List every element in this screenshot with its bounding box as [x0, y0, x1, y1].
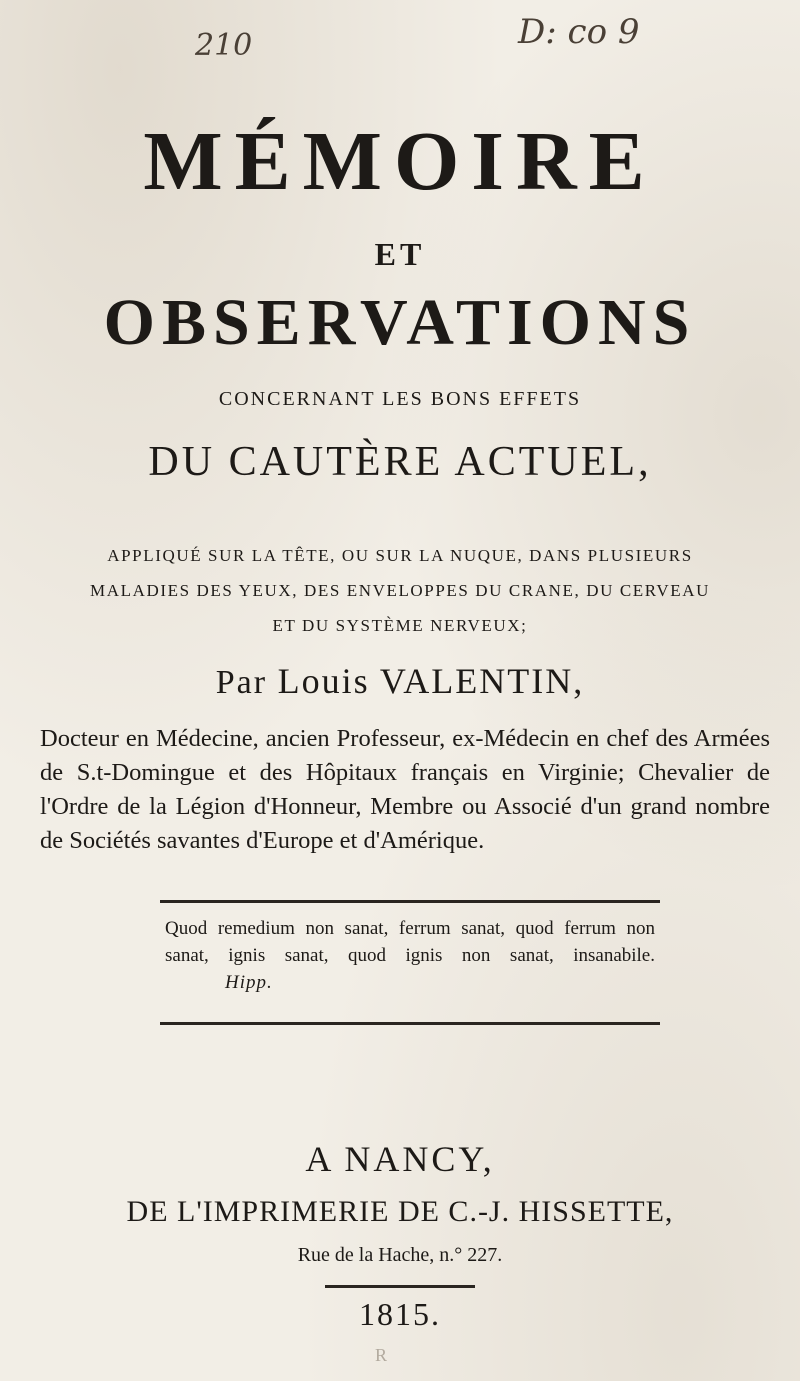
imprint-address: Rue de la Hache, n.° 227. — [297, 1244, 503, 1266]
imprint-year: 1815. — [359, 1296, 441, 1332]
library-stamp: R — [375, 1345, 388, 1365]
divider-short — [325, 1285, 475, 1288]
title-observations: OBSERVATIONS — [103, 286, 697, 359]
epigraph-text: Quod remedium non sanat, ferrum sanat, quod ferrum non sanat, ignis sanat, quod ignis non sanat, insanabile. — [165, 918, 655, 966]
author-line — [0, 660, 800, 702]
author-prefix: Par — [215, 664, 268, 701]
title-memoire: MÉMOIRE — [143, 115, 657, 208]
imprint-place: A NANCY, — [305, 1139, 495, 1179]
divider-bottom — [160, 1022, 660, 1025]
author-name: Louis VALENTIN, — [277, 661, 585, 701]
title-et: ET — [374, 236, 426, 272]
subtitle-cautere: DU CAUTÈRE ACTUEL, — [148, 439, 652, 485]
handwritten-shelfmark: 210 — [195, 28, 253, 63]
handwritten-annotation: D: co 9 — [518, 12, 640, 52]
epigraph — [165, 915, 655, 996]
subtitle-description: APPLIQUÉ SUR LA TÊTE, OU SUR LA NUQUE, DANS PLUSIEURS MALADIES DES YEUX, DES ENVELOPPES DU CRANE, DU CERVEAU ET DU SYSTÈME NERVEUX; — [90, 546, 710, 635]
author-credentials: Docteur en Médecine, ancien Professeur, ex-Médecin en chef des Armées de S.t-Domingue et des Hôpitaux français en Virginie; Chevalier de l'Ordre de la Légion d'Honneur, Membre ou Associé d'un grand nombre de Sociétés savantes d'Europe et d'Amérique. — [40, 725, 770, 854]
imprint-printer: DE L'IMPRIMERIE DE C.-J. HISSETTE, — [126, 1195, 674, 1228]
divider-top — [160, 900, 660, 903]
subtitle-concernant: CONCERNANT LES BONS EFFETS — [218, 388, 582, 410]
epigraph-author: Hipp. — [225, 972, 273, 993]
